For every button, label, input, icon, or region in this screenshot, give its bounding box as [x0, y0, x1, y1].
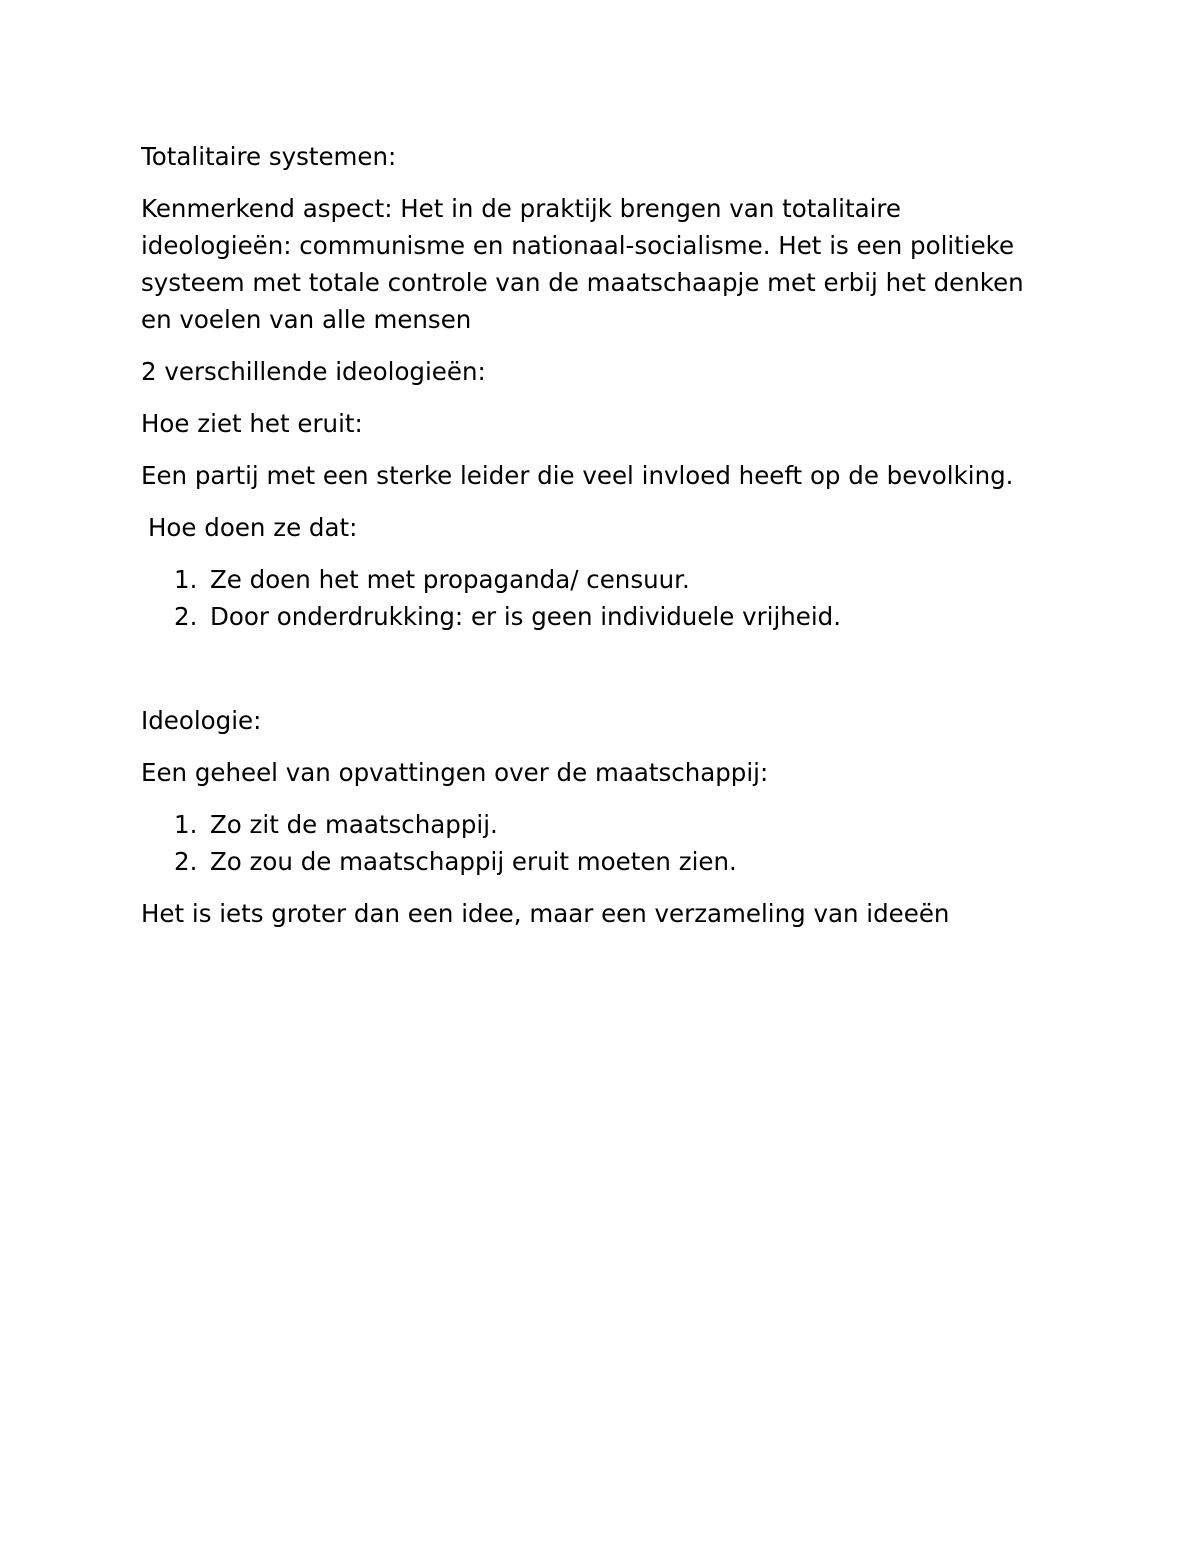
- heading-totalitarian-systems: Totalitaire systemen:: [141, 142, 397, 171]
- document-body: [141, 138, 1041, 947]
- paragraph-characteristic-aspect: Kenmerkend aspect: Het in de praktijk brengen van totalitaire ideologieën: communisme en nationaal-socialisme. Het is een politieke systeem met totale controle van de maatschaapje met erbij het denken en voelen van alle mensen: [141, 194, 1024, 334]
- list-item-text: Zo zou de maatschappij eruit moeten zien.: [210, 847, 737, 876]
- question-how-do-they-do-it: Hoe doen ze dat:: [148, 513, 358, 542]
- paragraph-closing: Het is iets groter dan een idee, maar een verzameling van ideeën: [141, 899, 950, 928]
- paragraph-ideology-definition: Een geheel van opvattingen over de maatschappij:: [141, 758, 769, 787]
- list-item-text: Door onderdrukking: er is geen individuele vrijheid.: [210, 602, 842, 631]
- blank-line: [141, 650, 1041, 702]
- answer-how-does-it-look: Een partij met een sterke leider die veel invloed heeft op de bevolking.: [141, 461, 1014, 490]
- list-item-number: 1.: [174, 810, 198, 839]
- list-item-text: Zo zit de maatschappij.: [210, 810, 498, 839]
- list-item-number: 2.: [174, 847, 198, 876]
- heading-ideology: Ideologie:: [141, 706, 262, 735]
- list-item: [141, 806, 1041, 843]
- list-item: [141, 598, 1041, 635]
- list-item: [141, 561, 1041, 598]
- list-ideology-aspects: [141, 806, 1041, 880]
- paragraph-two-ideologies: 2 verschillende ideologieën:: [141, 357, 486, 386]
- question-how-does-it-look: Hoe ziet het eruit:: [141, 409, 363, 438]
- list-methods: [141, 561, 1041, 635]
- list-item: [141, 843, 1041, 880]
- list-item-number: 1.: [174, 565, 198, 594]
- list-item-text: Ze doen het met propaganda/ censuur.: [210, 565, 690, 594]
- list-item-number: 2.: [174, 602, 198, 631]
